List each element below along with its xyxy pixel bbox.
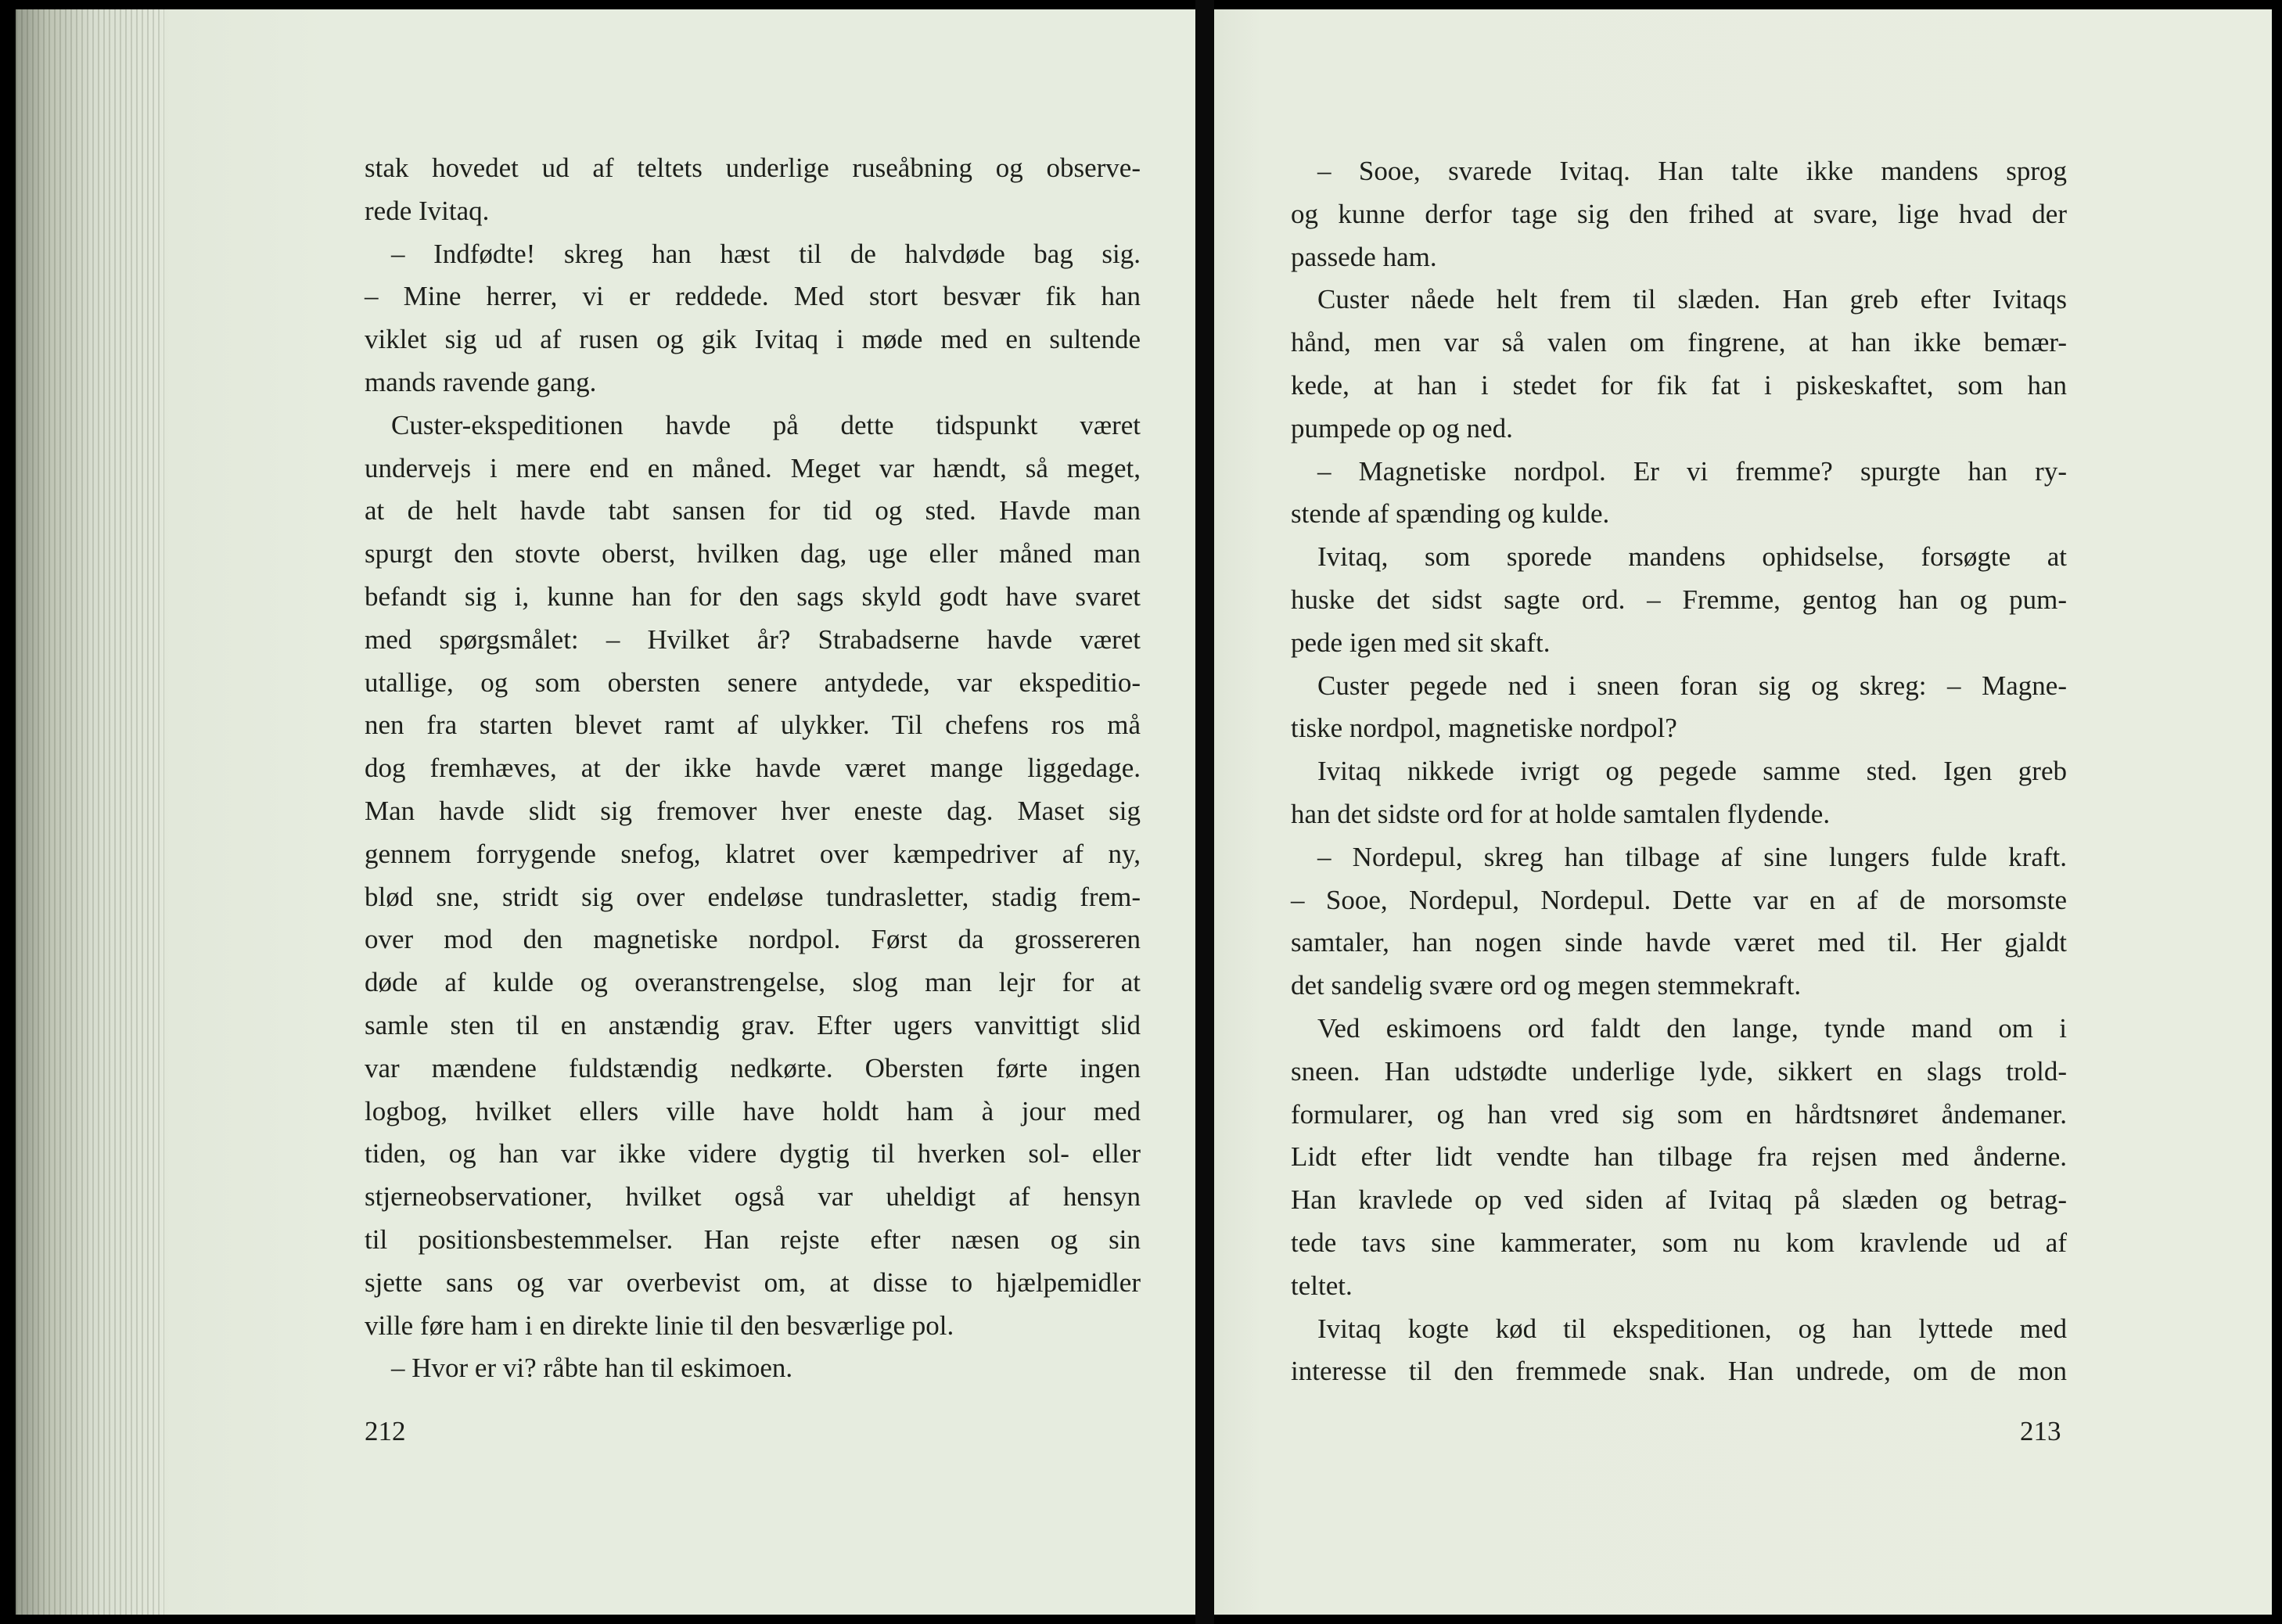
- text-line: mands ravende gang.: [365, 366, 597, 397]
- text-line: Han kravlede op ved siden af Ivitaq på slæden og betrag-: [1291, 1184, 2067, 1216]
- text-line: nen fra starten blevet ramt af ulykker. Til chefens ros må: [365, 710, 1141, 741]
- text-line: logbog, hvilket ellers ville have holdt ham à jour med: [365, 1095, 1141, 1126]
- text-line: pede igen med sit skaft.: [1291, 627, 1551, 658]
- text-line: kede, at han i stedet for fik fat i piskeskaftet, som han: [1291, 369, 2067, 401]
- text-line: formularer, og han vred sig som en hårdtsnøret åndemaner.: [1291, 1098, 2067, 1130]
- text-line: hånd, men var så valen om fingrene, at han ikke bemær-: [1291, 327, 2067, 358]
- text-line: – Indfødte! skreg han hæst til de halvdøde bag sig.: [391, 238, 1141, 269]
- text-line: tiden, og han var ikke videre dygtig til hverken sol- eller: [365, 1138, 1141, 1169]
- text-line: til positionsbestemmelser. Han rejste efter næsen og sin: [365, 1223, 1141, 1255]
- page-edge-shadow: [16, 9, 164, 1615]
- text-line: stende af spænding og kulde.: [1291, 498, 1610, 530]
- text-line: huske det sidst sagte ord. – Fremme, gentog han og pum-: [1291, 584, 2067, 615]
- text-line: – Sooe, Nordepul, Nordepul. Dette var en af de morsomste: [1291, 884, 2067, 915]
- text-line: viklet sig ud af rusen og gik Ivitaq i møde med en sultende: [365, 324, 1141, 355]
- text-line: passede ham.: [1291, 241, 1437, 272]
- left-page-body: [365, 147, 1141, 1390]
- text-line: det sandelig svære ord og megen stemmekraft.: [1291, 970, 1802, 1001]
- text-line: Ved eskimoens ord faldt den lange, tynde mand om i: [1317, 1012, 2067, 1044]
- text-line: Custer-ekspeditionen havde på dette tidspunkt været: [391, 409, 1141, 440]
- text-line: Custer nåede helt frem til slæden. Han greb efter Ivitaqs: [1317, 284, 2067, 315]
- text-line: med spørgsmålet: – Hvilket år? Strabadserne havde været: [365, 623, 1141, 655]
- text-line: Ivitaq, som sporede mandens ophidselse, forsøgte at: [1317, 541, 2067, 573]
- text-line: ville føre ham i en direkte linie til den besværlige pol.: [365, 1310, 954, 1341]
- text-line: sneen. Han udstødte underlige lyde, sikkert en slags trold-: [1291, 1055, 2067, 1087]
- text-line: – Hvor er vi? råbte han til eskimoen.: [391, 1353, 793, 1384]
- text-line: utallige, og som obersten senere antydede, var ekspeditio-: [365, 666, 1141, 698]
- text-line: interesse til den fremmede snak. Han undrede, om de mon: [1291, 1356, 2067, 1387]
- text-line: over mod den magnetiske nordpol. Først da grossereren: [365, 924, 1141, 955]
- text-line: – Sooe, svarede Ivitaq. Han talte ikke mandens sprog: [1317, 156, 2067, 186]
- text-line: stak hovedet ud af teltets underlige ruseåbning og observe-: [365, 153, 1141, 183]
- left-page: [16, 9, 1195, 1615]
- text-line: han det sidste ord for at holde samtalen flydende.: [1291, 798, 1831, 829]
- text-line: tede tavs sine kammerater, som nu kom kravlende ud af: [1291, 1227, 2067, 1258]
- page-number: 212: [365, 1416, 406, 1446]
- text-line: døde af kulde og overanstrengelse, slog man lejr for at: [365, 967, 1141, 998]
- text-line: Custer pegede ned i sneen foran sig og skreg: – Magne-: [1317, 670, 2067, 701]
- text-line: – Magnetiske nordpol. Er vi fremme? spurgte han ry-: [1317, 455, 2067, 487]
- right-page-body: [1291, 150, 2067, 1393]
- text-line: pumpede op og ned.: [1291, 412, 1513, 444]
- text-line: samle sten til en anstændig grav. Efter ugers vanvittigt slid: [365, 1009, 1141, 1040]
- text-line: dog fremhæves, at der ikke havde været mange liggedage.: [365, 753, 1141, 784]
- text-line: var mændene fuldstændig nedkørte. Obersten førte ingen: [365, 1052, 1141, 1083]
- text-line: blød sne, stridt sig over endeløse tundrasletter, stadig frem-: [365, 881, 1141, 912]
- text-line: teltet.: [1291, 1270, 1353, 1301]
- text-line: Ivitaq nikkede ivrigt og pegede samme sted. Igen greb: [1317, 756, 2067, 787]
- text-line: og kunne derfor tage sig den frihed at svare, lige hvad der: [1291, 198, 2067, 229]
- text-line: Ivitaq kogte kød til ekspeditionen, og han lyttede med: [1317, 1313, 2067, 1344]
- text-line: samtaler, han nogen sinde havde været med til. Her gjaldt: [1291, 927, 2067, 958]
- page-number: 213: [2020, 1416, 2061, 1446]
- text-line: sjette sans og var overbevist om, at disse to hjælpemidler: [365, 1267, 1141, 1298]
- book-gutter: [1195, 0, 1214, 1624]
- right-page: [1214, 9, 2272, 1615]
- text-line: befandt sig i, kunne han for den sags skyld godt have svaret: [365, 580, 1141, 612]
- text-line: – Nordepul, skreg han tilbage af sine lungers fulde kraft.: [1317, 841, 2067, 872]
- text-line: at de helt havde tabt sansen for tid og sted. Havde man: [365, 495, 1141, 526]
- text-line: gennem forrygende snefog, klatret over kæmpedriver af ny,: [365, 838, 1141, 869]
- text-line: stjerneobservationer, hvilket også var uheldigt af hensyn: [365, 1181, 1141, 1213]
- text-line: undervejs i mere end en måned. Meget var hændt, så meget,: [365, 452, 1141, 483]
- text-line: Lidt efter lidt vendte han tilbage fra rejsen med ånderne.: [1291, 1141, 2067, 1173]
- text-line: tiske nordpol, magnetiske nordpol?: [1291, 713, 1677, 744]
- text-line: rede Ivitaq.: [365, 195, 490, 226]
- text-line: spurgt den stovte oberst, hvilken dag, uge eller måned man: [365, 538, 1141, 569]
- text-line: Man havde slidt sig fremover hver eneste dag. Maset sig: [365, 795, 1141, 826]
- text-line: – Mine herrer, vi er reddede. Med stort besvær fik han: [365, 281, 1141, 312]
